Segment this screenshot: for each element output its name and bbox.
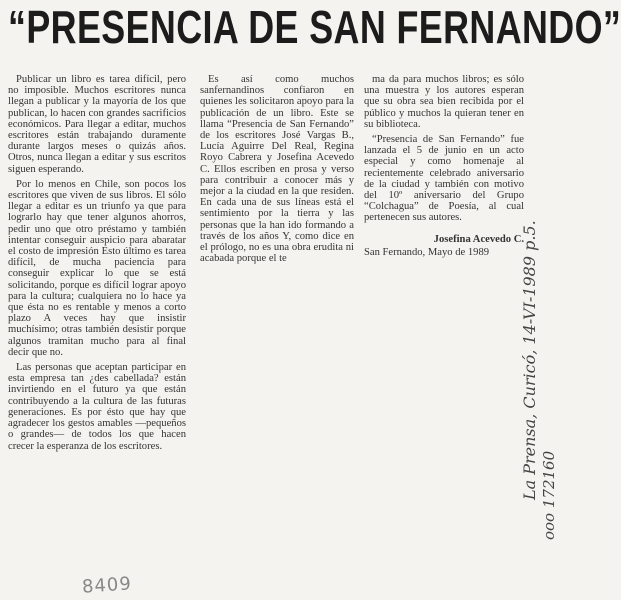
author-signature: Josefina Acevedo C. xyxy=(433,233,524,245)
handwritten-margin-note: La Prensa, Curicó, 14-VI-1989 p.5. xyxy=(520,220,539,500)
place-date: San Fernando, Mayo de 1989 xyxy=(364,246,490,258)
article-column-1 xyxy=(8,74,186,456)
article-column-2 xyxy=(200,74,354,268)
headline: “PRESENCIA DE SAN FERNANDO” xyxy=(8,1,621,53)
paragraph: “Presencia de San Fernando” fue lanzada el 5 de junio en un acto especial y como homenaje al recientemente celebrado aniversario de la ciudad y también con motivo del 10º aniversario del Grupo “Colchagua” de Poesía, al cual pertenecen sus autores. xyxy=(364,134,524,224)
handwritten-margin-code: ooo 172160 xyxy=(540,450,558,540)
paragraph: Las personas que aceptan participar en esta empresa tan ¿des cabellada? están invirtiendo en el futuro ya que están contribuyendo a la cultura de las futuras generaciones. Es por ésto que hay que agradecer los gestos amables —pequeños o grandes— de todos los que hacen crecer la esperanza de los escritores. xyxy=(8,362,186,452)
handwritten-stamp-number: 8409 xyxy=(81,573,133,598)
paragraph: Es así como muchos sanfernandinos confiaron en quienes les solicitaron apoyo para la publicación de un libro. Este se llama “Presencia de San Fernando” de los escritores José Vargas B., Lucía Aguirre Del Real, Regina Royo Cabrera y Josefina Acevedo C. Ellos escriben en prosa y verso para contribuir a conocer más y mejor a la ciudad en la que residen. En cada una de sus líneas está el sentimiento por la tierra y las personas que la han ido formando a través de los años Y, como dice en el prólogo, no es una obra erudita ni acabada porque el te xyxy=(200,74,354,265)
paragraph: Por lo menos en Chile, son pocos los escritores que viven de sus libros. El sólo llegar a editar es un triunfo ya que para lograrlo hay que tener algunos ahorros, pedir uno que otro préstamo y también intentar conseguir auspicio para abaratar el costo de impresión Esto último es tarea difícil, de mucha paciencia para conseguir explicar lo que se está solicitando, porque es difícil lograr apoyo para la cultura; cualquiera no lo hace ya que ésta no es rentable y menos a corto plazo A veces hay que insistir muchísimo; otras también desistir porque algunos tramitan mucho para al final decir que no. xyxy=(8,178,186,358)
paragraph: Publicar un libro es tarea difícil, pero no imposible. Muchos escritores nunca llegan a publicar y la mayoría de los que publican, lo hacen con grandes sacrificios económicos. Para llegar a editar, muchos escritores están trabajando duramente durante largos meses o quizás años. Otros, nunca llegan a editar y sus escritos siguen esperando. xyxy=(8,74,186,175)
article-column-3 xyxy=(364,74,524,258)
paragraph: ma da para muchos libros; es sólo una muestra y los autores esperan que su obra sea bien recibida por el público y muchos la quieran tener en su biblioteca. xyxy=(364,74,524,130)
